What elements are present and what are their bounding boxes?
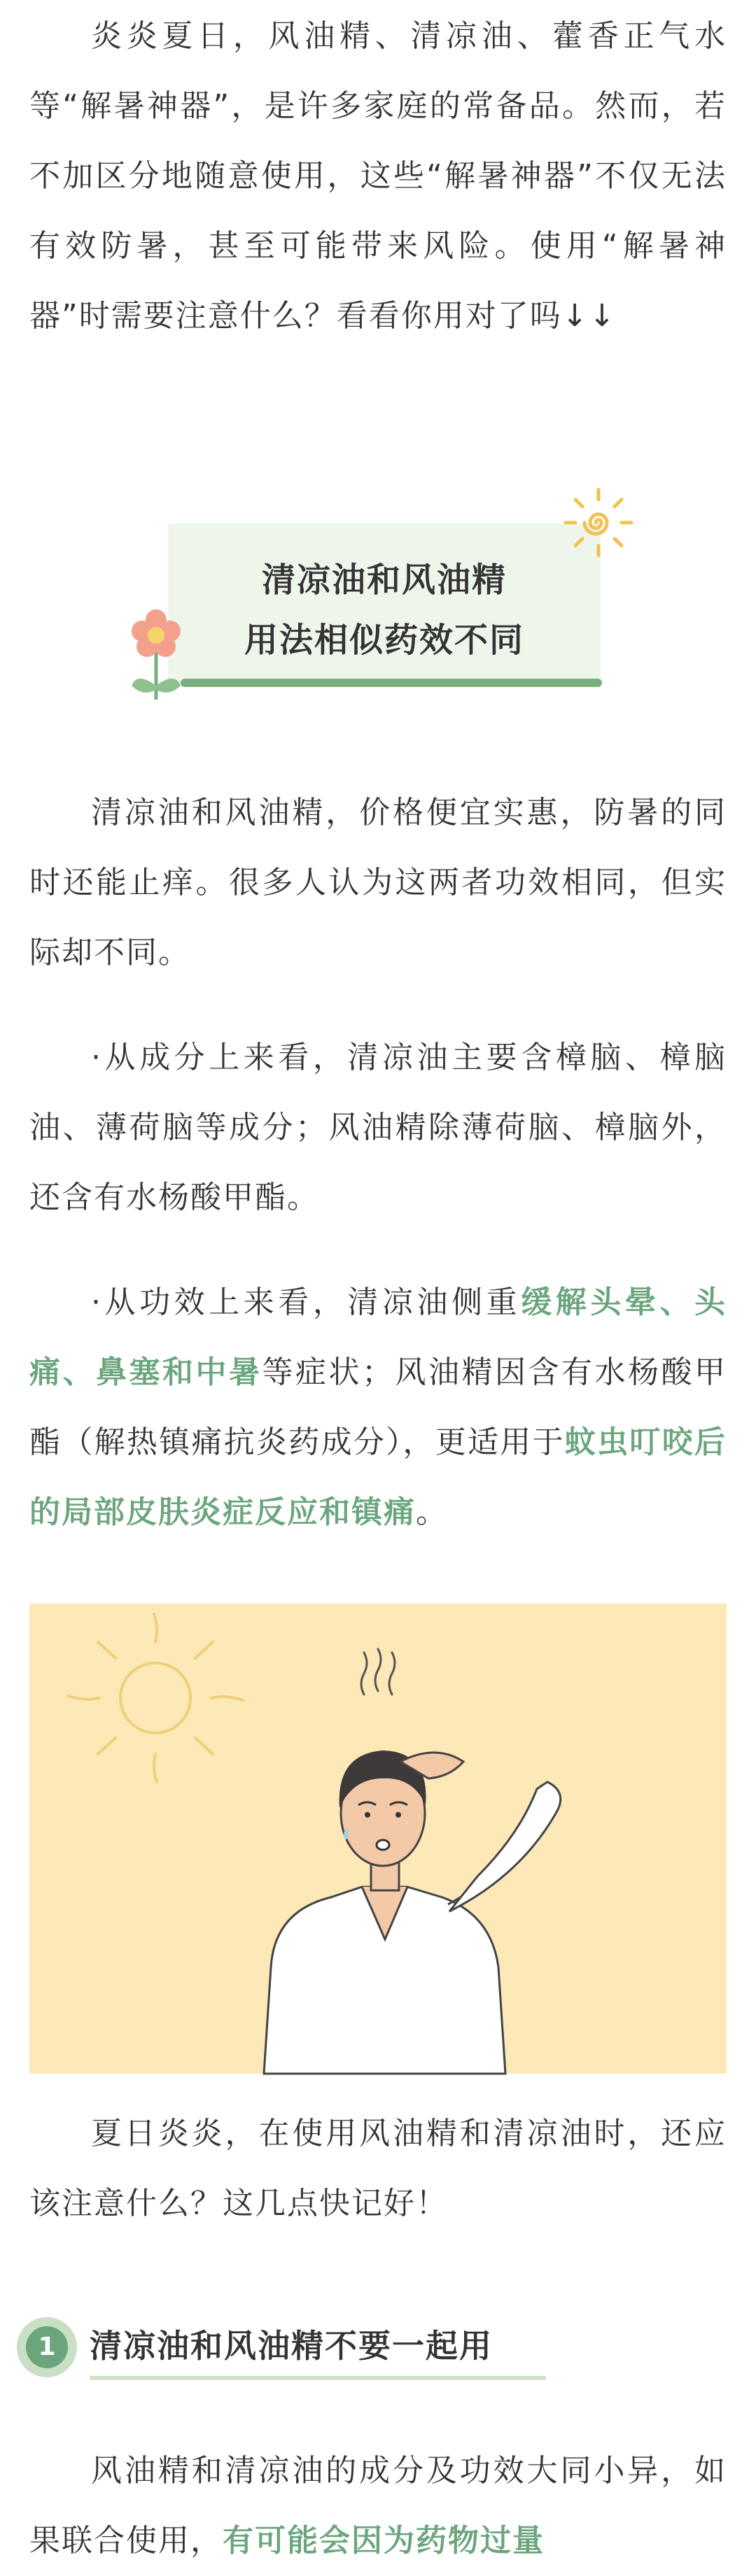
section-title-underline [181, 679, 602, 687]
section-title-line1: 清凉油和风油精 [261, 560, 507, 600]
para3-part-a: ·从功效上来看，清凉油侧重 [91, 1285, 522, 1320]
para5-part-a: 风油精和清凉油的成分及功效大同小异，如果联合使用， [29, 2453, 727, 2559]
section-paragraph-1: 清凉油和风油精，价格便宜实惠，防暑的同时还能止痒。很多人认为这两者功效相同，但实际却不同。 [29, 795, 727, 970]
section-paragraph-4: 夏日炎炎，在使用风油精和清凉油时，还应该注意什么？这几点快记好！ [29, 2116, 727, 2221]
section-title-line2: 用法相似药效不同 [244, 621, 524, 660]
para3-highlight-2: 蚊虫叮咬后的局部皮肤炎症反应和镇痛 [29, 1424, 727, 1530]
subsection-paragraph [29, 2436, 727, 2576]
sun-icon [560, 484, 637, 561]
para3-part-c: 等症状；风油精因含有水杨酸甲酯（解热镇痛抗炎药成分），更适用于 [29, 1354, 727, 1460]
para5-highlight: 有可能会因为药物过量 [223, 2523, 545, 2559]
section-paragraph-3 [29, 1268, 727, 1548]
section-title-card [168, 523, 601, 686]
para3-part-e: 。 [416, 1494, 448, 1530]
para3-highlight-1: 缓解头晕、头痛、鼻塞和中暑 [29, 1285, 727, 1390]
subheading-title: 清凉油和风油精不要一起用 [90, 2327, 493, 2365]
section-paragraph-2: ·从成分上来看，清凉油主要含樟脑、樟脑油、薄荷脑等成分；风油精除薄荷脑、樟脑外，还含有水杨酸甲酯。 [29, 1040, 727, 1215]
subheading-underline [90, 2376, 546, 2380]
number-badge-value: 1 [26, 2326, 68, 2368]
flower-icon [125, 607, 188, 701]
intro-paragraph: 炎炎夏日，风油精、清凉油、藿香正气水等“解暑神器”，是许多家庭的常备品。然而，若不加区分地随意使用，这些“解暑神器”不仅无法有效防暑，甚至可能带来风险。使用“解暑神器”时需要注意什么？看看你用对了吗↓↓ [29, 18, 727, 334]
man-sweating-illustration [29, 1604, 727, 2074]
number-badge [17, 2317, 77, 2377]
